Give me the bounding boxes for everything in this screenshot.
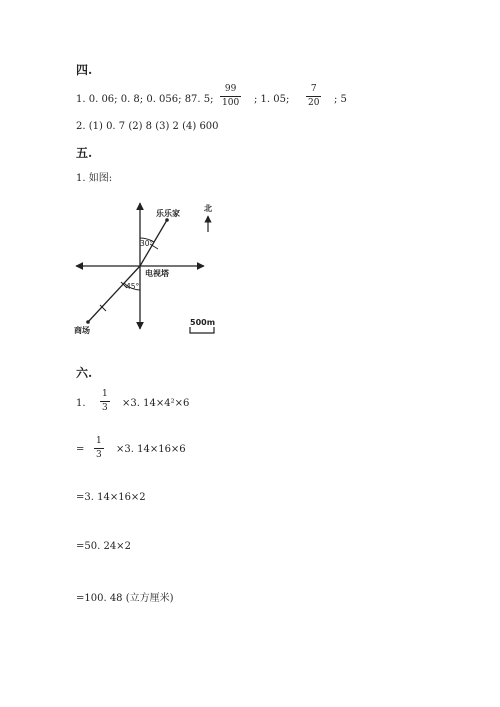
fraction-numerator: 1 (102, 389, 108, 399)
label-mall: 商场 (74, 326, 90, 335)
section-six-heading: 六. (76, 366, 93, 380)
angle-bottom-label: 45° (126, 282, 140, 291)
step-2-label: = (76, 444, 85, 455)
step-1-label: 1. (76, 398, 86, 409)
angle-top-label: 30° (140, 239, 154, 248)
scale-bar (190, 327, 214, 333)
fraction-denominator: 20 (308, 98, 320, 108)
step-3: =3. 14×16×2 (76, 492, 146, 503)
fraction-numerator: 99 (224, 84, 237, 94)
fraction-bar (100, 401, 110, 402)
line-to-mall (88, 266, 140, 322)
section-four-heading: 四. (76, 63, 93, 77)
label-tower: 电视塔 (145, 269, 169, 278)
mall-point (86, 320, 90, 324)
scale-label: 500m (190, 318, 216, 327)
fraction-denominator: 3 (102, 403, 108, 413)
fraction-one-third (94, 436, 104, 461)
fraction-numerator: 1 (96, 436, 102, 446)
answer-line-1-suffix: ; 5 (334, 94, 347, 105)
north-label: 北 (204, 204, 212, 213)
fraction-denominator: 100 (222, 98, 240, 108)
figure-intro: 1. 如图: (76, 173, 113, 184)
section-five-heading: 五. (76, 146, 93, 160)
home-point (165, 218, 169, 222)
step-5: =100. 48 (立方厘米) (76, 593, 174, 604)
step-1-expression: ×3. 14×4²×6 (122, 398, 190, 409)
step-2-expression: ×3. 14×16×6 (116, 444, 186, 455)
fraction-denominator: 3 (96, 450, 102, 460)
answer-line-1-prefix: 1. 0. 06; 0. 8; 0. 056; 87. 5; (76, 94, 214, 105)
step-4: =50. 24×2 (76, 541, 131, 552)
answer-line-2: 2. (1) 0. 7 (2) 8 (3) 2 (4) 600 (76, 121, 219, 132)
answer-line-1-mid: ; 1. 05; (254, 94, 290, 105)
fraction-numerator: 7 (310, 84, 317, 94)
fraction-bar (94, 448, 104, 449)
label-home: 乐乐家 (156, 209, 180, 218)
fraction-one-third (100, 389, 110, 414)
